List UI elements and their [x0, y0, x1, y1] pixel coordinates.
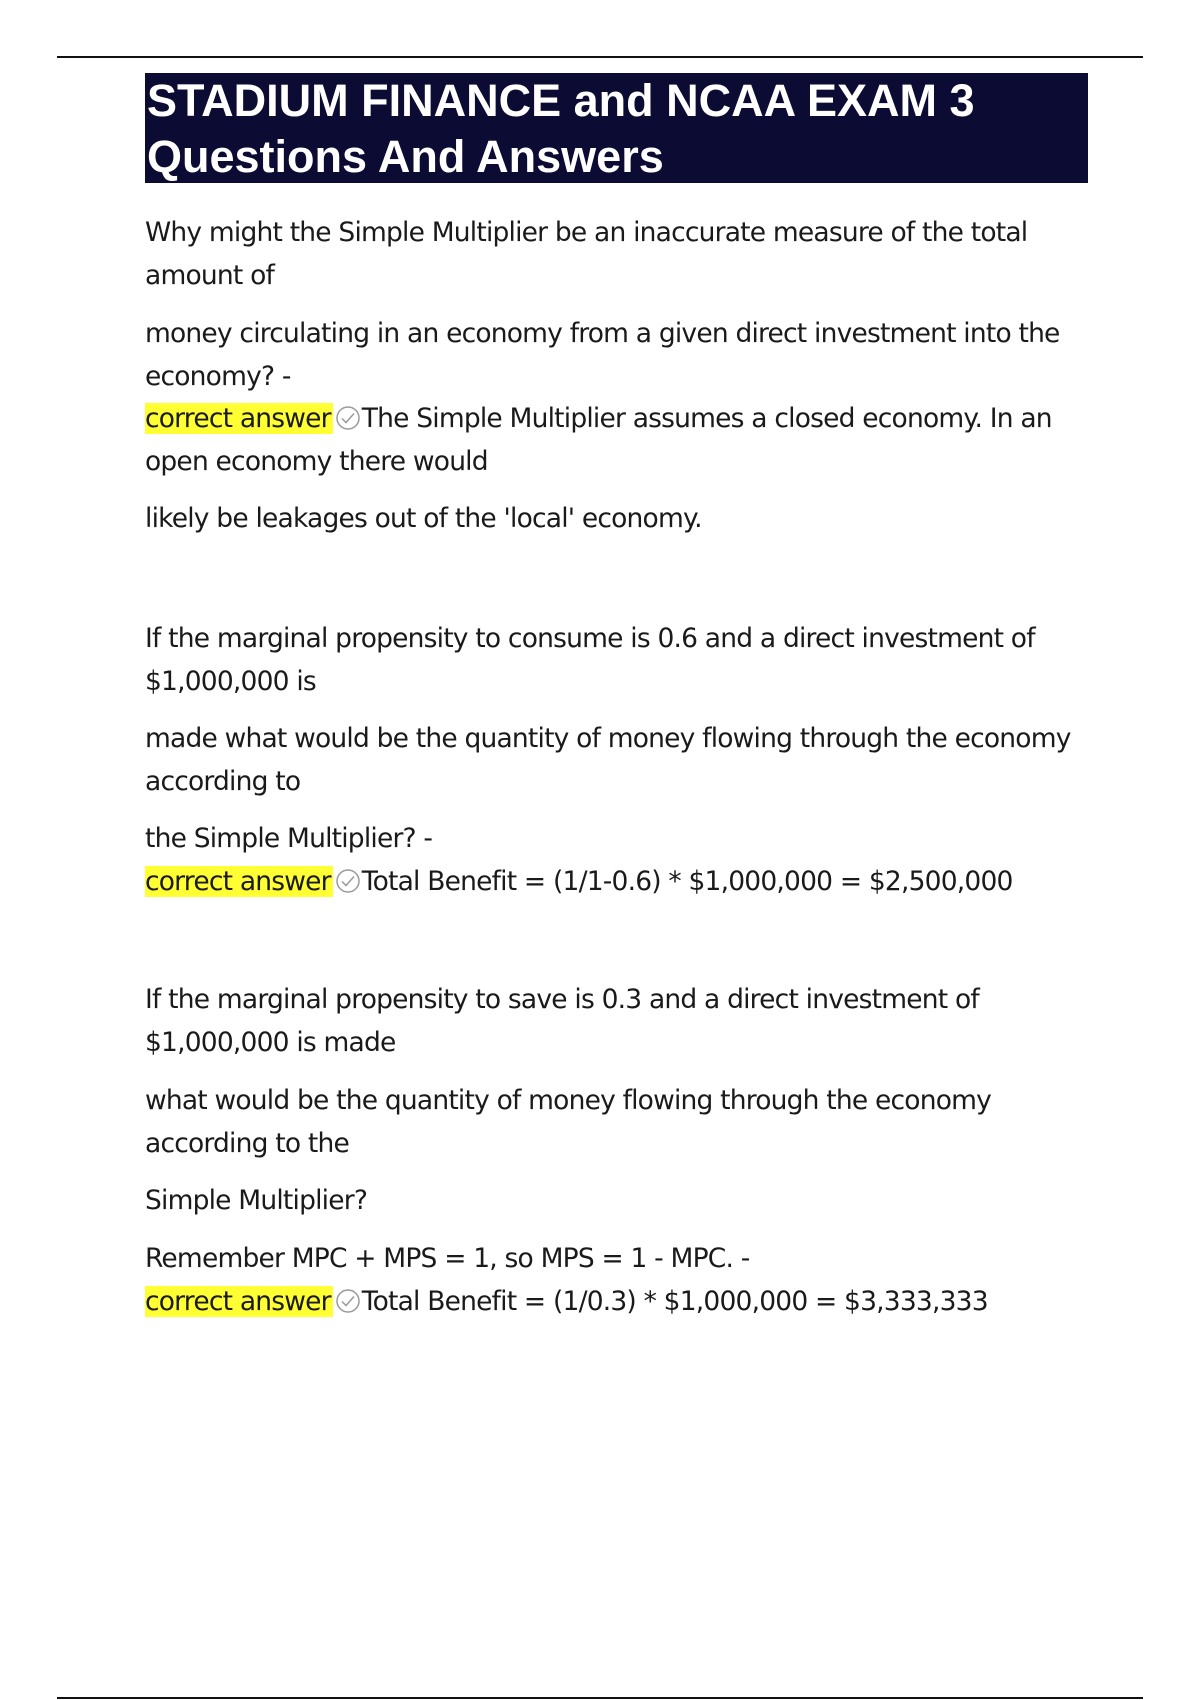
check-circle-icon [335, 1288, 361, 1314]
top-rule [57, 56, 1143, 58]
q1-text-1: Why might the Simple Multiplier be an inaccurate measure of the total amount of [145, 217, 1028, 291]
q2-text-1: If the marginal propensity to consume is 0.6 and a direct investment of $1,000,000 is [145, 623, 1035, 697]
q1-text-2 [145, 313, 1088, 483]
document-title [145, 73, 1088, 183]
correct-answer-label: correct answer [145, 865, 331, 897]
title-line-2: Questions And Answers [147, 131, 664, 182]
q3-text-1: If the marginal propensity to save is 0.3 and a direct investment of $1,000,000 is made [145, 984, 979, 1058]
q3-text-4-content: Remember MPC + MPS = 1, so MPS = 1 - MPC. - [145, 1243, 750, 1274]
q1-text-4: likely be leakages out of the 'local' economy. [145, 503, 702, 534]
q2-text-3 [145, 818, 1088, 903]
q2-answer: Total Benefit = (1/1-0.6) * $1,000,000 = $2,500,000 [361, 865, 1013, 897]
q3-text-2: what would be the quantity of money flowing through the economy according to the [145, 1085, 992, 1159]
correct-answer-label: correct answer [145, 403, 331, 434]
check-circle-icon [335, 868, 361, 894]
check-circle-icon [335, 405, 361, 431]
correct-answer-label: correct answer [145, 1285, 331, 1317]
q2-text-3-content: the Simple Multiplier? - [145, 823, 433, 854]
q3-text-3: Simple Multiplier? [145, 1185, 368, 1216]
q1-answer: The Simple Multiplier assumes a closed economy. In an open economy there would [145, 403, 1052, 477]
q3-answer: Total Benefit = (1/0.3) * $1,000,000 = $3,333,333 [361, 1285, 988, 1317]
q3-text-4 [145, 1238, 1088, 1323]
q2-text-2: made what would be the quantity of money flowing through the economy according to [145, 723, 1071, 797]
title-line-1: STADIUM FINANCE and NCAA EXAM 3 [147, 75, 975, 126]
bottom-rule [57, 1697, 1143, 1699]
q1-text-2-content: money circulating in an economy from a given direct investment into the economy? - [145, 318, 1060, 392]
